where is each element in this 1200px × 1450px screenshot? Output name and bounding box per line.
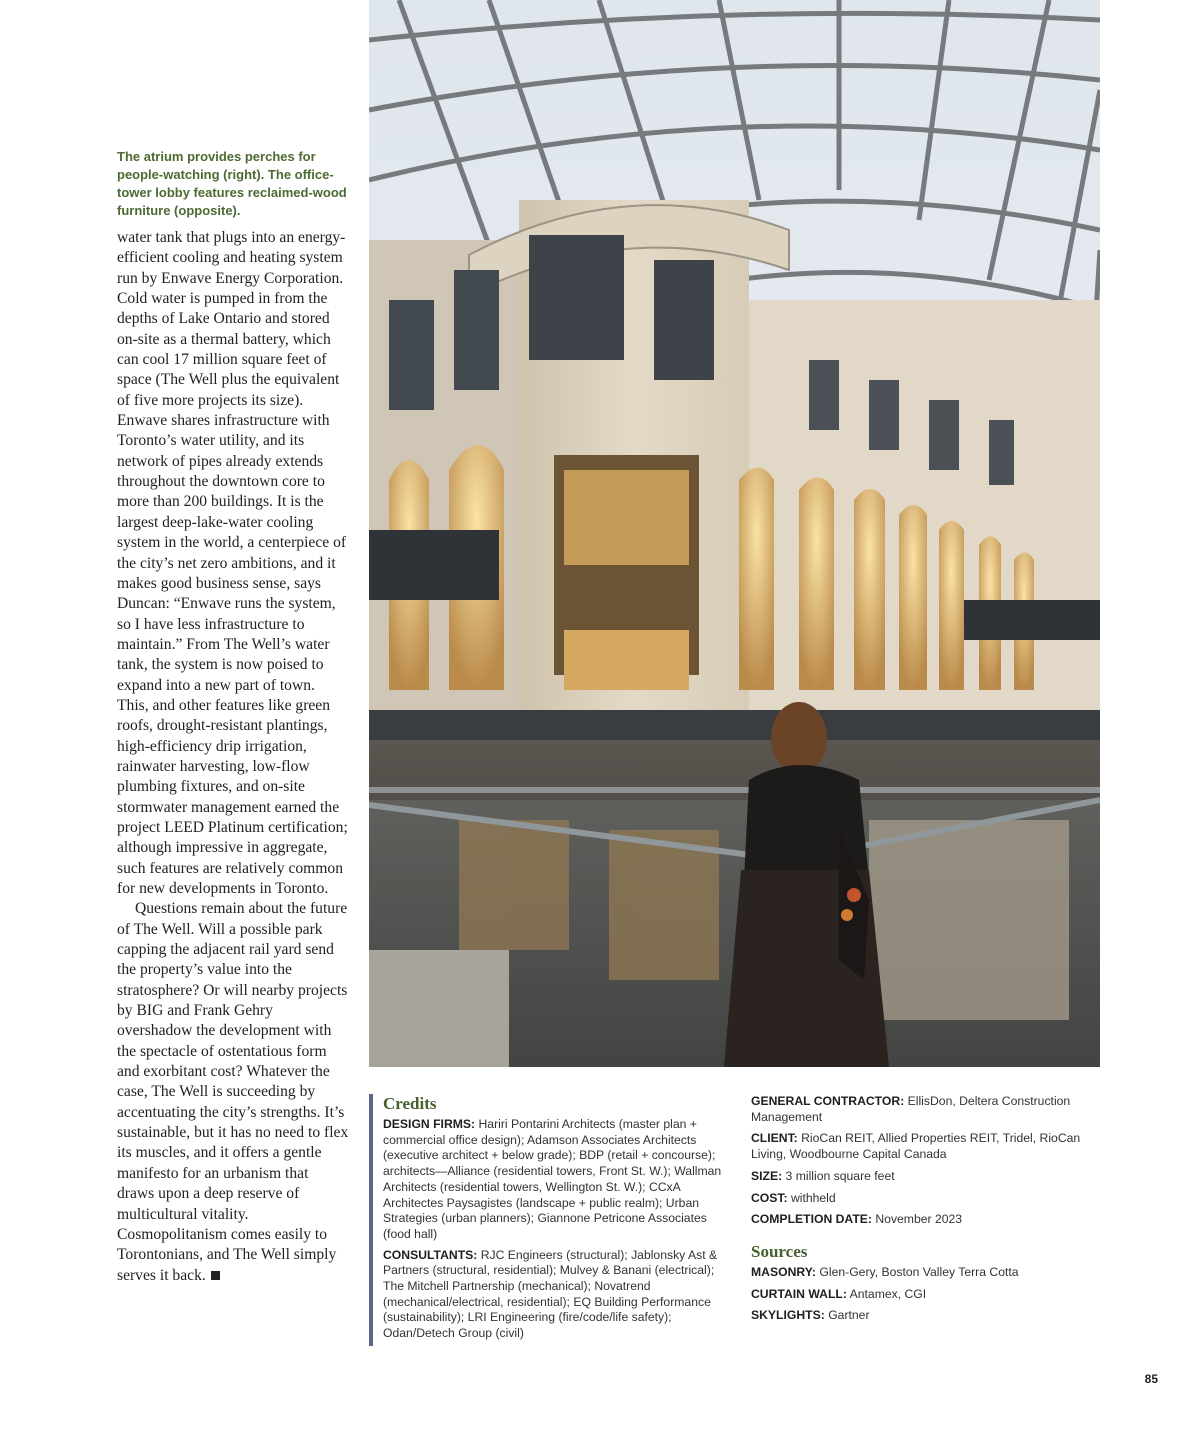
credit-value: Hariri Pontarini Architects (master plan + commercial office design); Adamson Associates Architects (executive architect + below grade); BDP (retail + concourse); architects—Alliance (residential towers, Front St. W.); Wallman Architects (residential towers, Wellington St. W.); CCxA Architectes Paysagistes (landscape + public realm); Urban Strategies (urban planners); Giannone Petricone Associates (food hall) [383, 1117, 722, 1241]
source-value: Antamex, CGI [849, 1286, 927, 1301]
body-paragraph: water tank that plugs into an energy-efficient cooling and heating system run by Enwave Energy Corporation. Cold water is pumped in from the depths of Lake Ontario and stored on-site as a thermal battery, which can cool 17 million square feet of space (The Well plus the equivalent of five more projects its size). Enwave shares infrastructure with Toronto’s water utility, and its network of pipes already extends throughout the downtown core to more than 200 buildings. It is the largest deep-lake-water cooling system in the world, a centerpiece of the city’s net zero ambitions, and it makes good business sense, says Duncan: “Enwave runs the system, so I have less infrastructure to maintain.” From The Well’s water tank, the system is now poised to expand into a new part of town. This, and other features like green roofs, drought-resistant plantings, high-efficiency drip irrigation, rainwater harvesting, low-flow plumbing fixtures, and on-site stormwater management earned the project LEED Platinum certification; although impressive in aggregate, such features are relatively common for new developments in Toronto. [117, 229, 348, 897]
page-number: 85 [1144, 1372, 1158, 1386]
body-paragraph [117, 899, 349, 1286]
source-label: SKYLIGHTS: [751, 1308, 825, 1323]
credit-consultants [383, 1248, 728, 1342]
body-paragraph-text: Questions remain about the future of The Well. Will a possible park capping the adjacent rail yard send the property’s value into the stratosphere? Or will nearby projects by BIG and Frank Gehry overshadow the development with the spectacle of ostentatious form and exorbitant cost? Whatever the case, The Well is succeeding by accentuating the city’s strengths. It’s sustainable, but it has no need to flex its muscles, and it offers a gentle manifesto for an urbanism that draws upon a deep reserve of multicultural vitality. Cosmopolitanism comes easily to Torontonians, and The Well simply serves it back. [117, 900, 349, 1284]
source-label: MASONRY: [751, 1264, 816, 1279]
atrium-photo [369, 0, 1100, 1067]
credit-client [751, 1131, 1096, 1162]
credit-label: SIZE: [751, 1168, 783, 1183]
project-facts [751, 1094, 1096, 1330]
credit-label: CONSULTANTS: [383, 1247, 478, 1262]
credit-value: EllisDon, Deltera Construction Management [751, 1094, 1071, 1124]
credits-heading: Credits [383, 1094, 437, 1113]
article-body [117, 228, 349, 1286]
credit-value: RioCan REIT, Allied Properties REIT, Tridel, RioCan Living, Woodbourne Capital Canada [751, 1131, 1081, 1162]
sources-heading: Sources [751, 1241, 808, 1261]
credit-label: CLIENT: [751, 1131, 798, 1146]
credits-panel [369, 1094, 733, 1346]
credit-value: withheld [790, 1190, 836, 1205]
source-masonry [751, 1265, 1096, 1281]
credit-design-firms [383, 1117, 728, 1243]
credit-value: November 2023 [875, 1212, 963, 1227]
credit-label: COST: [751, 1190, 788, 1205]
credit-general-contractor [751, 1094, 1096, 1125]
credit-value: 3 million square feet [785, 1168, 895, 1183]
source-curtain-wall [751, 1287, 1096, 1303]
credit-label: DESIGN FIRMS: [383, 1117, 476, 1131]
source-value: Gartner [828, 1308, 870, 1323]
credit-size [751, 1169, 1096, 1185]
end-mark-icon [211, 1271, 220, 1280]
source-value: Glen-Gery, Boston Valley Terra Cotta [819, 1264, 1019, 1279]
source-label: CURTAIN WALL: [751, 1286, 847, 1301]
credit-label: COMPLETION DATE: [751, 1212, 872, 1227]
photo-caption: The atrium provides perches for people-watching (right). The office-tower lobby features reclaimed-wood furniture (opposite). [117, 149, 347, 218]
credit-cost [751, 1191, 1096, 1207]
credit-label: GENERAL CONTRACTOR: [751, 1094, 905, 1108]
source-skylights [751, 1308, 1096, 1324]
credit-value: RJC Engineers (structural); Jablonsky Ast & Partners (structural, residential); Mulvey & Banani (electrical); The Mitchell Partnership (mechanical); Novatrend (mechanical/electrical, residential); EQ Building Performance (sustainability); LRI Engineering (fire/code/life safety); Odan/Detech Group (civil) [383, 1247, 718, 1341]
credit-completion-date [751, 1212, 1096, 1228]
